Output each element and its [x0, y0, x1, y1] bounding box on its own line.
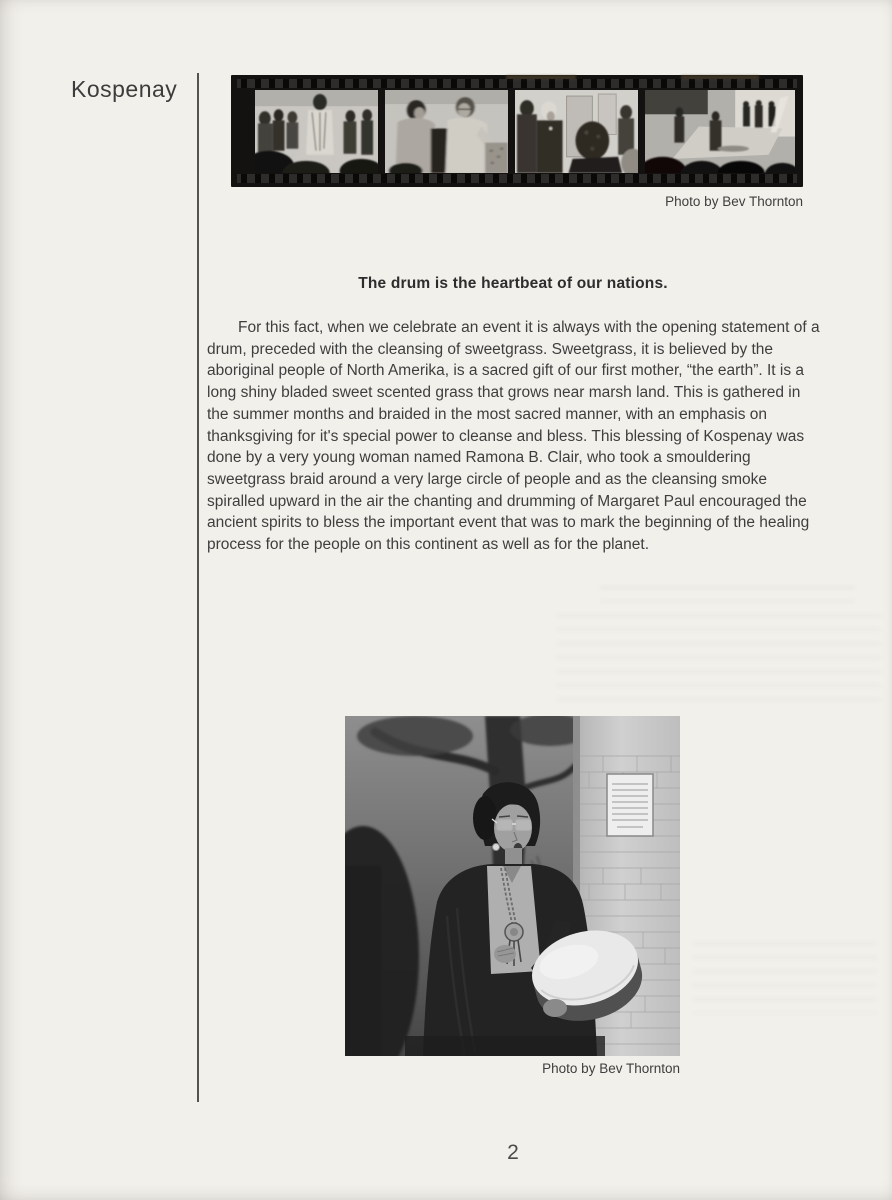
main-photo [345, 716, 680, 1056]
page-title: Kospenay [71, 76, 178, 102]
article-body-paragraph: For this fact, when we celebrate an event it is always with the opening statement of a drum, preceded with the cleansing of sweetgrass. Sweetgrass, it is believed by the aboriginal people of North Amerika, is a sacred gift of our first mother, “the earth”. It is a long shiny bladed sweet scented grass that grows near marsh land. This is gathered in the summer months and braided in the most sacred manner, with an emphasis on thanksgiving for it's special power to cleanse and bless. This blessing of Kospenay was done by a very young woman named Ramona B. Clair, who took a smouldering sweetgrass braid around a very large circle of people and as the cleansing smoke spiralled upward in the air the chanting and drumming of Margaret Paul encouraged the ancient spirits to bless the important event that was to mark the beginning of the healing process for the people on this continent as well as for the planet. [207, 319, 820, 554]
film-frame-4-image [645, 90, 795, 173]
page-bleed-through [600, 586, 855, 602]
film-frames [255, 90, 795, 173]
film-frame-2 [385, 90, 508, 173]
film-frame-3 [515, 90, 638, 173]
page-bleed-through [692, 942, 877, 1014]
page-number: 2 [507, 1141, 519, 1164]
page-bleed-through [556, 614, 881, 706]
film-frame-3-image [515, 90, 638, 173]
film-frame-4 [645, 90, 795, 173]
film-frame-1 [255, 90, 378, 173]
main-photo-credit: Photo by Bev Thornton [542, 1061, 680, 1076]
film-frame-1-image [255, 90, 378, 173]
film-sprocket-holes-top [237, 79, 797, 88]
main-photo-image [345, 716, 680, 1056]
film-sprocket-holes-bottom [237, 174, 797, 183]
filmstrip-photo-credit: Photo by Bev Thornton [665, 194, 803, 209]
article-heading: The drum is the heartbeat of our nations. [358, 275, 668, 292]
filmstrip-contact-sheet [231, 75, 803, 187]
margin-divider-rule [197, 73, 199, 1102]
film-frame-2-image [385, 90, 508, 173]
